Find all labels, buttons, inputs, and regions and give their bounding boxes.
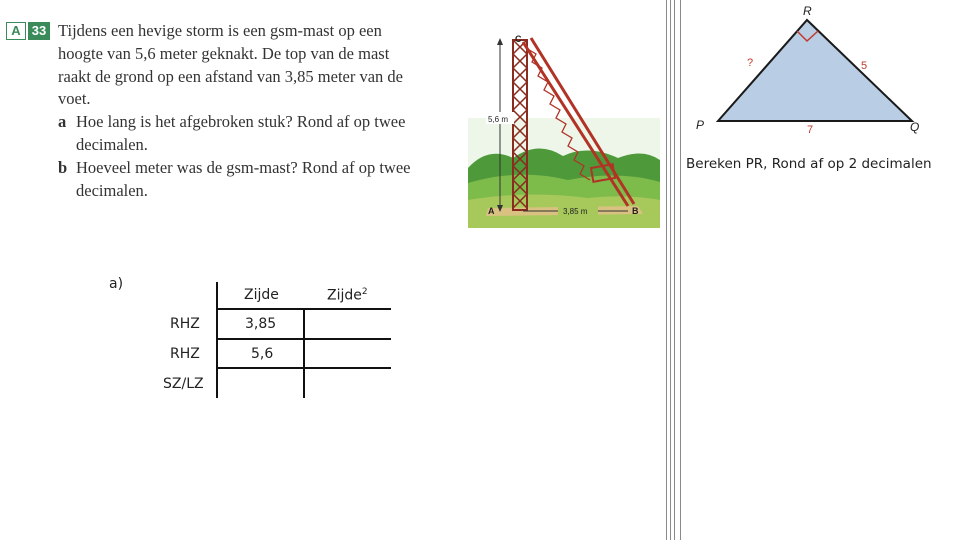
label-b: B — [632, 206, 639, 216]
question-b-line: decimalen. — [76, 180, 148, 200]
side-pr-label: ? — [747, 57, 754, 69]
panel-divider — [680, 0, 681, 540]
question-b-letter: b — [58, 157, 68, 177]
question-a-letter: a — [58, 112, 67, 132]
question-b — [58, 157, 458, 203]
exercise-text — [58, 20, 458, 202]
intro-line: Tijdens een hevige storm is een gsm-mast op een — [58, 21, 382, 40]
table-vline — [216, 282, 218, 398]
question-a-line: decimalen. — [76, 134, 148, 154]
panel-divider — [674, 0, 675, 540]
intro-line: voet. — [58, 89, 91, 109]
badge-number: 33 — [28, 22, 50, 40]
row-side-value: 3,85 — [245, 316, 277, 332]
triangle-pqr — [718, 20, 912, 121]
question-b-line: Hoeveel meter was de gsm-mast? Rond af op twee — [76, 157, 411, 177]
header-side-squared — [327, 287, 368, 304]
row-type: SZ/LZ — [163, 376, 204, 392]
side-rq-label: 5 — [861, 60, 868, 72]
row-side-value: 5,6 — [251, 346, 274, 362]
question-a-line: Hoe lang is het afgebroken stuk? Rond af op twee — [76, 112, 406, 132]
exercise-badge — [6, 22, 50, 40]
right-triangle-figure — [690, 0, 950, 150]
label-c: C — [515, 34, 522, 44]
table-vline — [303, 309, 305, 398]
vertex-p: P — [696, 118, 705, 132]
table-hline — [216, 338, 391, 340]
distance-label: 3,85 m — [563, 207, 588, 216]
panel-divider — [666, 0, 667, 540]
table-hline — [216, 308, 391, 310]
question-a — [58, 111, 458, 157]
triangle-task-text: Bereken PR, Rond af op 2 decimalen — [686, 156, 932, 172]
label-a: A — [488, 206, 495, 216]
panel-divider — [670, 0, 671, 540]
side-pq-label: 7 — [807, 124, 814, 136]
part-a-label: a) — [109, 276, 124, 292]
intro-line: raakt de grond op een afstand van 3,85 meter van de — [58, 66, 403, 86]
row-type: RHZ — [170, 316, 200, 332]
vertex-q: Q — [910, 120, 920, 134]
vertex-r: R — [803, 4, 812, 18]
header-side-squared-exp: 2 — [361, 287, 368, 297]
header-side-squared-base: Zijde — [327, 287, 362, 304]
broken-mast-illustration — [468, 18, 660, 228]
table-hline — [216, 367, 391, 369]
badge-letter: A — [6, 22, 26, 40]
header-side: Zijde — [244, 287, 279, 303]
intro-line: hoogte van 5,6 meter geknakt. De top van de mast — [58, 43, 390, 63]
height-label: 5,6 m — [488, 115, 509, 124]
row-type: RHZ — [170, 346, 200, 362]
